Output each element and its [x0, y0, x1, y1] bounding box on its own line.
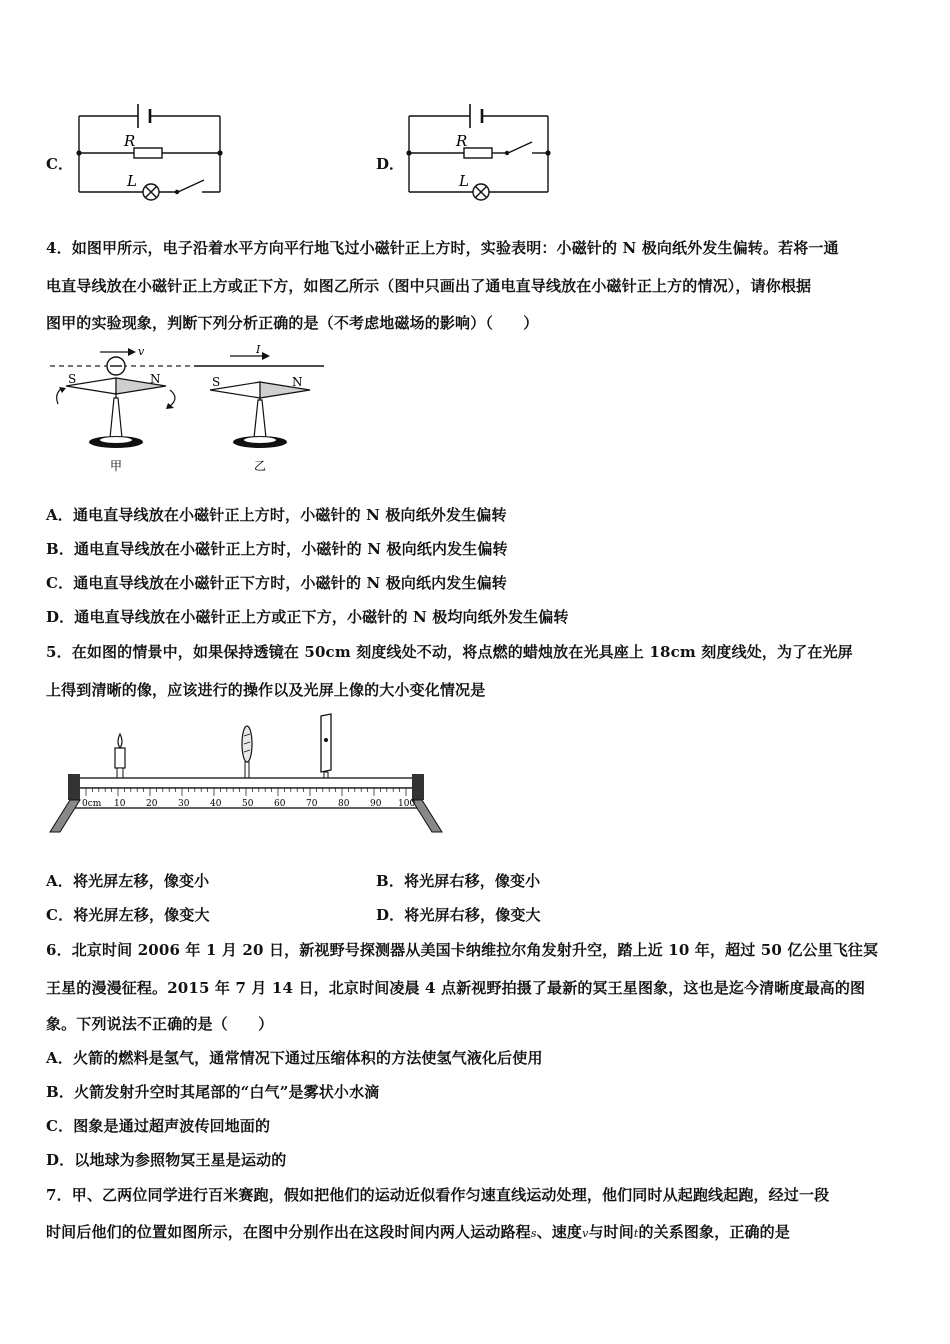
q4-stem-line-1: 4．如图甲所示，电子沿着水平方向平行地飞过小磁针正上方时，实验表明：小磁针的 N 极向纸外发生偏转。若将一通	[46, 239, 839, 257]
q5-option-d[interactable]: D．将光屏右移，像变大	[376, 906, 541, 924]
option-c-label: C．	[46, 155, 73, 173]
ruler-tick-label: 100	[398, 799, 416, 809]
resistor-label: R	[124, 132, 136, 150]
lens-symbol	[242, 726, 252, 762]
q6-option-d[interactable]: D．以地球为参照物冥王星是运动的	[46, 1151, 287, 1169]
n-pole-label: N	[150, 372, 161, 386]
ruler-tick-label: 70	[306, 799, 318, 809]
optical-bench-figure	[48, 708, 448, 836]
q4-option-b[interactable]: B．通电直导线放在小磁针正上方时，小磁针的 N 极向纸内发生偏转	[46, 540, 508, 558]
q7-stem-line-1: 7．甲、乙两位同学进行百米赛跑，假如把他们的运动近似看作匀速直线运动处理，他们同时从起跑线起跑，经过一段	[46, 1186, 830, 1204]
velocity-label: v	[138, 345, 145, 358]
ruler-tick-label: 80	[338, 799, 350, 809]
option-d-label: D．	[376, 155, 405, 173]
q5-option-b[interactable]: B．将光屏右移，像变小	[376, 872, 541, 890]
q5-stem-line-1: 5．在如图的情景中，如果保持透镜在 50cm 刻度线处不动，将点燃的蜡烛放在光具座上 18cm 刻度线处，为了在光屏	[46, 643, 853, 661]
resistor-symbol	[464, 148, 492, 158]
q6-option-b[interactable]: B．火箭发射升空时其尾部的“白气”是雾状小水滴	[46, 1083, 380, 1101]
q4-stem-line-3: 图甲的实验现象，判断下列分析正确的是（不考虑地磁场的影响）（ ）	[46, 314, 539, 332]
arrow-right-icon	[128, 348, 136, 356]
ruler-tick-label: 20	[146, 799, 158, 809]
q6-stem-line-2: 王星的漫漫征程。2015 年 7 月 14 日，北京时间凌晨 4 点新视野拍摄了最新的冥王星图象，这也是迄今清晰度最高的图	[46, 979, 866, 997]
q6-stem-line-3: 象。下列说法不正确的是（ ）	[46, 1015, 274, 1033]
arrow-right-icon	[262, 352, 270, 360]
current-label: I	[256, 343, 261, 356]
symbol-t: t	[633, 1227, 639, 1240]
figure-caption-jia: 甲	[110, 459, 123, 473]
ruler-tick-label: 50	[242, 799, 254, 809]
q4-stem-line-2: 电直导线放在小磁针正上方或正下方，如图乙所示（图中只画出了通电直导线放在小磁针正上方的情况），请你根据	[46, 277, 812, 295]
q5-option-a[interactable]: A．将光屏左移，像变小	[46, 872, 210, 890]
symbol-v: v	[582, 1227, 589, 1240]
q7-text: 的关系图象，正确的是	[638, 1223, 790, 1241]
resistor-label: R	[456, 132, 468, 150]
q7-text: 、速度	[536, 1223, 583, 1241]
q4-option-c[interactable]: C．通电直导线放在小磁针正下方时，小磁针的 N 极向纸内发生偏转	[46, 574, 507, 592]
ruler-tick-label: 10	[114, 799, 126, 809]
ruler-unit-label: 0cm	[82, 799, 102, 809]
ruler-tick-label: 90	[370, 799, 382, 809]
n-pole-label: N	[292, 375, 303, 389]
lamp-label: L	[459, 172, 469, 190]
q6-option-c[interactable]: C．图象是通过超声波传回地面的	[46, 1117, 271, 1135]
symbol-s: s	[530, 1227, 537, 1240]
flame-icon	[118, 734, 122, 748]
s-pole-label: S	[212, 375, 221, 389]
circuit-diagram-c	[70, 96, 230, 206]
light-screen	[321, 714, 331, 772]
q5-stem-line-2: 上得到清晰的像，应该进行的操作以及光屏上像的大小变化情况是	[46, 681, 486, 699]
circuit-diagram-d	[400, 96, 560, 206]
q6-stem-line-1: 6．北京时间 2006 年 1 月 20 日，新视野号探测器从美国卡纳维拉尔角发射升空，踏上近 10 年，超过 50 亿公里飞往冥	[46, 941, 879, 959]
ruler-tick-label: 30	[178, 799, 190, 809]
q5-option-c[interactable]: C．将光屏左移，像变大	[46, 906, 210, 924]
switch-symbol	[178, 180, 204, 192]
q4-option-d[interactable]: D．通电直导线放在小磁针正上方或正下方，小磁针的 N 极均向纸外发生偏转	[46, 608, 569, 626]
figure-caption-yi: 乙	[254, 459, 267, 473]
lamp-label: L	[127, 172, 137, 190]
resistor-symbol	[134, 148, 162, 158]
ruler-tick-label: 40	[210, 799, 222, 809]
q7-text: 时间后他们的位置如图所示，在图中分别作出在这段时间内两人运动路程	[46, 1223, 531, 1241]
q7-stem-line-2	[46, 1221, 790, 1242]
q7-text: 与时间	[588, 1223, 634, 1241]
q4-option-a[interactable]: A．通电直导线放在小磁针正上方时，小磁针的 N 极向纸外发生偏转	[46, 506, 507, 524]
ruler-tick-label: 60	[274, 799, 286, 809]
compass-figure	[44, 342, 334, 478]
switch-symbol	[508, 142, 532, 153]
q6-option-a[interactable]: A．火箭的燃料是氢气，通常情况下通过压缩体积的方法使氢气液化后使用	[46, 1049, 543, 1067]
s-pole-label: S	[68, 372, 77, 386]
